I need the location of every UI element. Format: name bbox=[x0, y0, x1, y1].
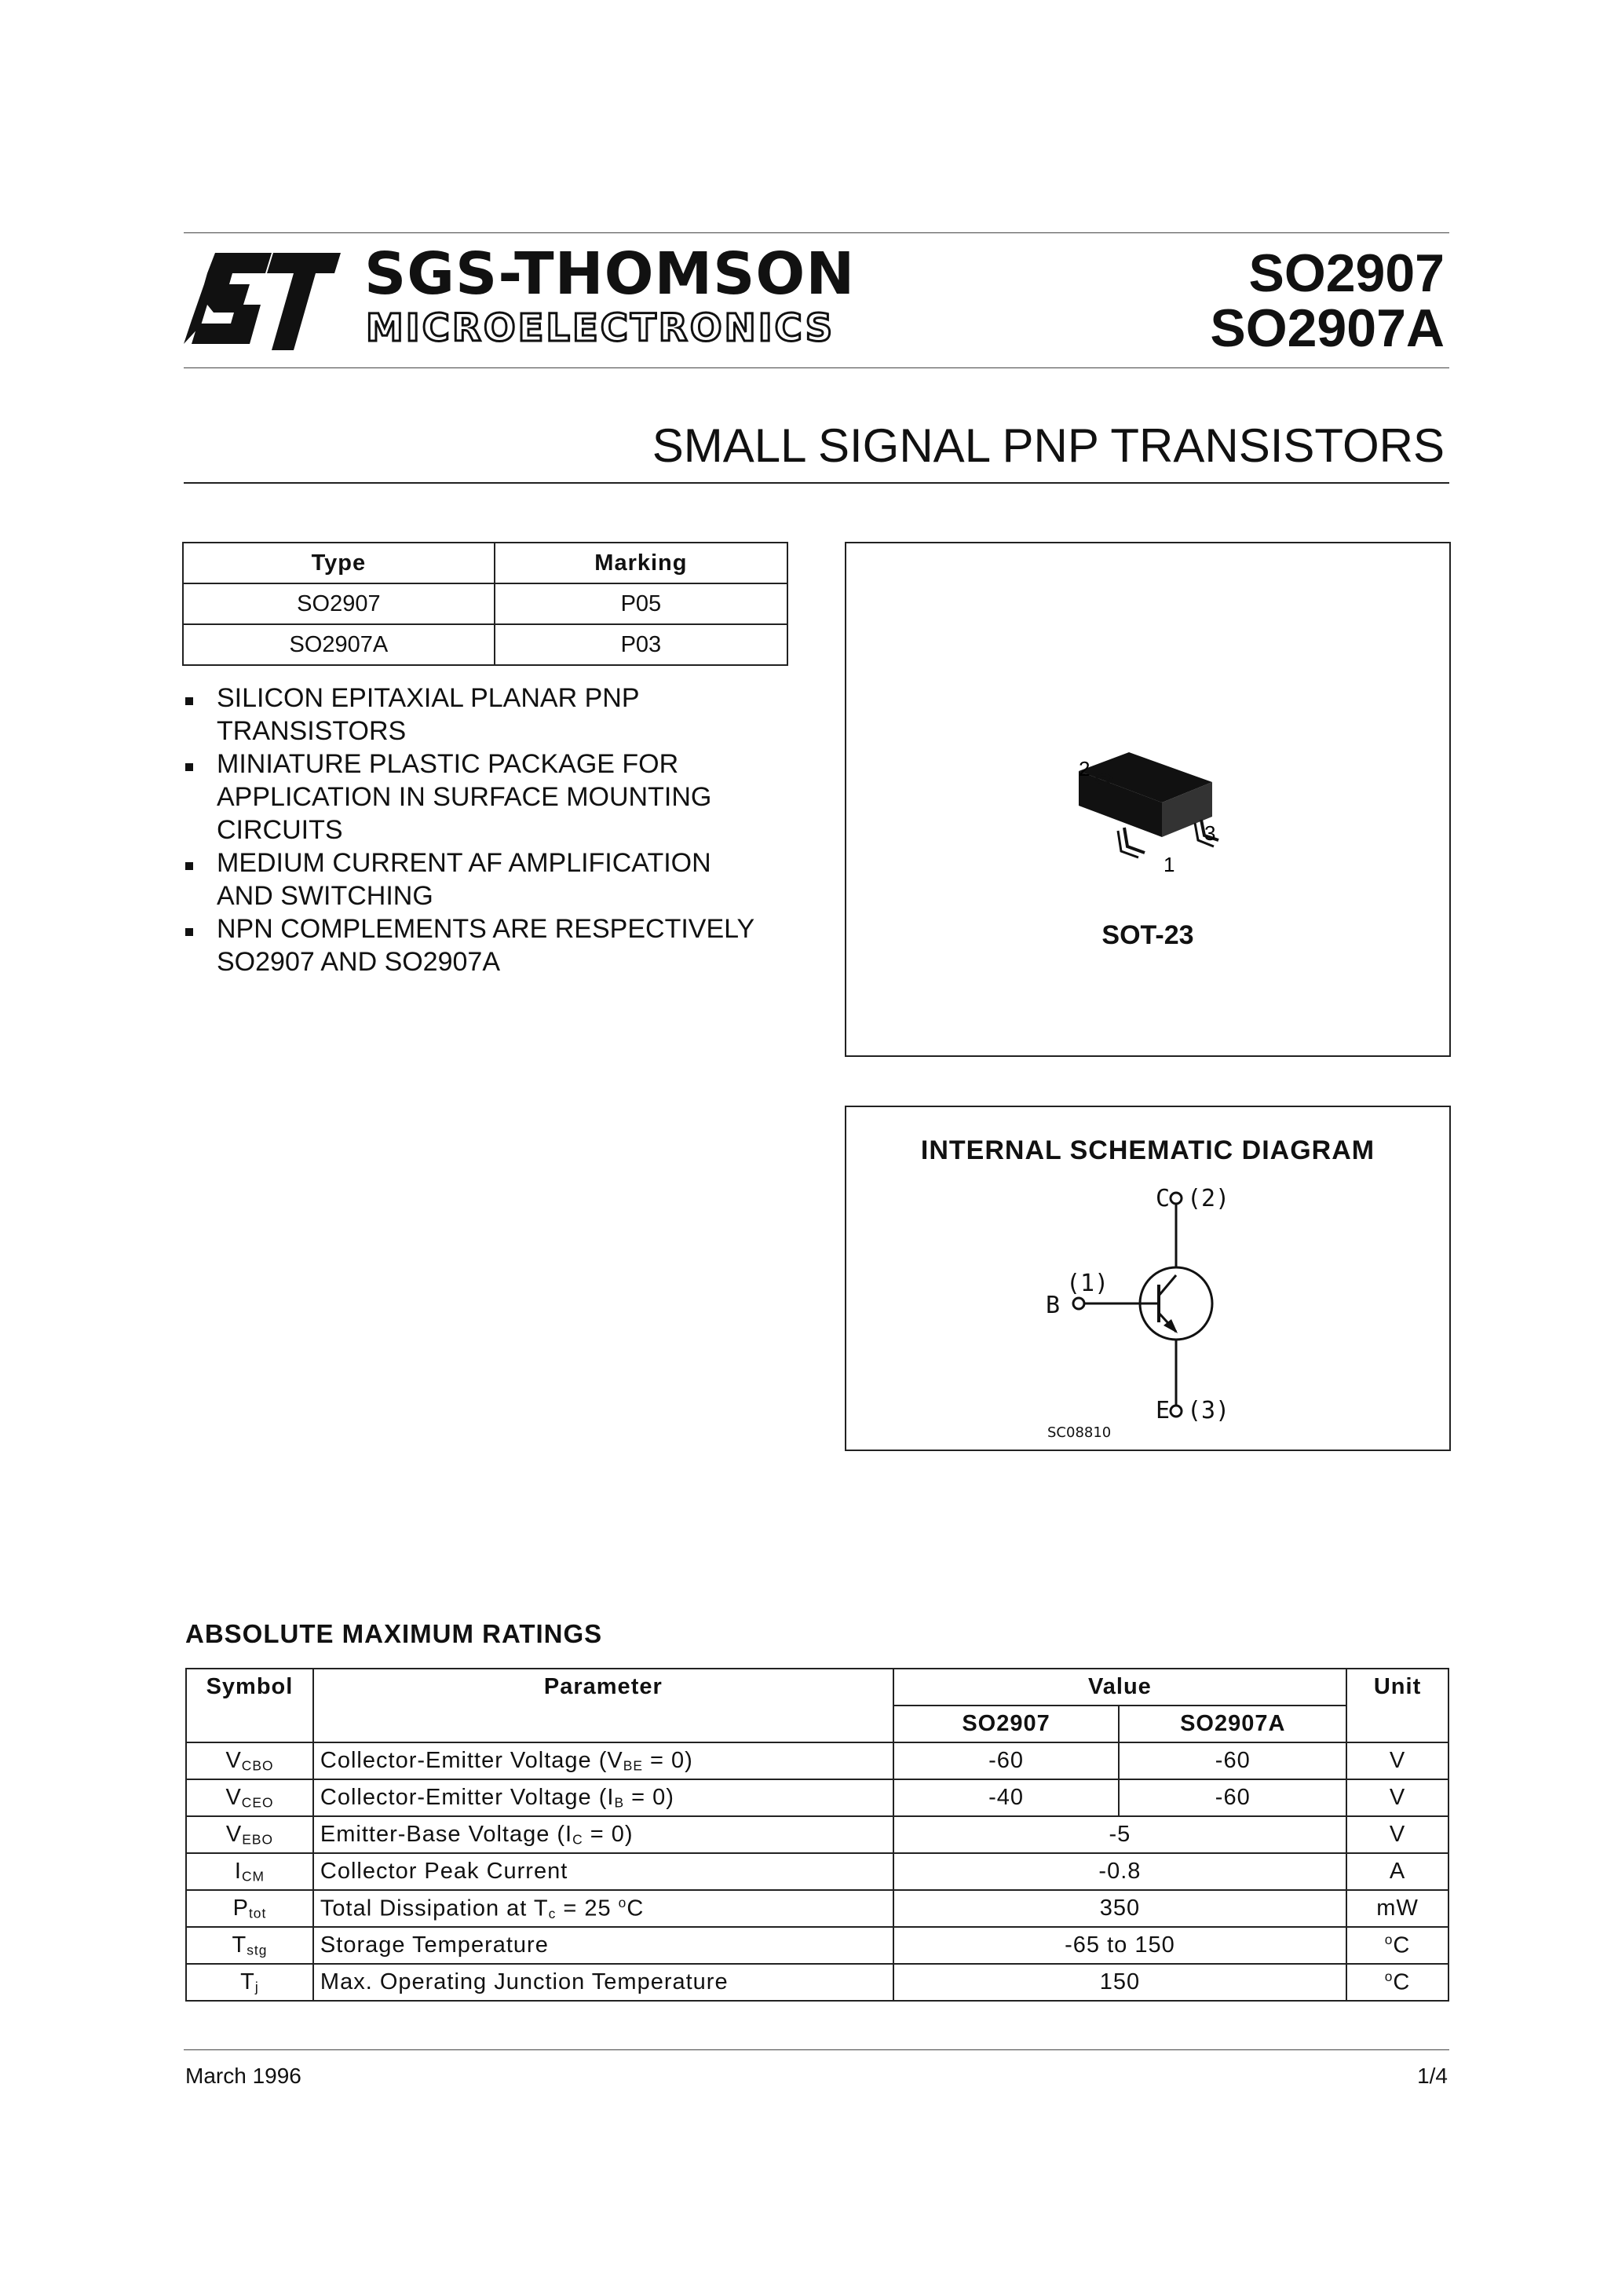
footer-date: March 1996 bbox=[185, 2064, 301, 2088]
company-subtitle: MICROELECTRONICS bbox=[366, 306, 835, 350]
package-box bbox=[845, 542, 1451, 1057]
parameter-cell: Collector Peak Current bbox=[313, 1853, 893, 1890]
table-row bbox=[186, 1816, 1448, 1853]
value-subheader: SO2907A bbox=[1119, 1706, 1346, 1742]
st-logo-icon bbox=[184, 250, 341, 353]
emitter-pin-label: (3) bbox=[1187, 1397, 1230, 1424]
part-number-2: SO2907A bbox=[1210, 298, 1445, 358]
list-item bbox=[182, 846, 810, 912]
sot23-package-icon bbox=[846, 543, 1449, 1055]
parameter-cell: Emitter-Base Voltage $(I_C = 0)$ bbox=[313, 1816, 893, 1853]
symbol-cell: $V_{CEO}$ bbox=[186, 1779, 313, 1816]
unit-cell: $^o$C bbox=[1346, 1927, 1448, 1964]
package-label: SOT-23 bbox=[1101, 920, 1194, 950]
collector-pin-label: (2) bbox=[1187, 1185, 1230, 1212]
value-cell: -60 bbox=[1119, 1779, 1346, 1816]
page-title: SMALL SIGNAL PNP TRANSISTORS bbox=[652, 419, 1445, 472]
value-cell: -60 bbox=[1119, 1742, 1346, 1779]
feature-line: NPN COMPLEMENTS ARE RESPECTIVELY bbox=[217, 914, 755, 944]
unit-cell: mW bbox=[1346, 1890, 1448, 1927]
symbol-cell: $P_{tot}$ bbox=[186, 1890, 313, 1927]
table-row bbox=[186, 1779, 1448, 1816]
feature-line: MEDIUM CURRENT AF AMPLIFICATION bbox=[217, 848, 711, 878]
feature-line: AND SWITCHING bbox=[217, 881, 433, 911]
feature-line: MINIATURE PLASTIC PACKAGE FOR bbox=[217, 749, 679, 779]
list-item bbox=[182, 682, 810, 748]
symbol-cell: $I_{CM}$ bbox=[186, 1853, 313, 1890]
type-header: Type bbox=[183, 543, 495, 583]
table-row bbox=[186, 1742, 1448, 1779]
ratings-table bbox=[185, 1668, 1449, 2002]
unit-header: Unit bbox=[1346, 1669, 1448, 1742]
pin-label: 1 bbox=[1164, 853, 1175, 876]
marking-cell: P05 bbox=[495, 583, 787, 624]
feature-line: CIRCUITS bbox=[217, 815, 343, 845]
table-row bbox=[183, 624, 787, 665]
base-pin-label: (1) bbox=[1066, 1270, 1109, 1297]
parameter-header: Parameter bbox=[313, 1669, 893, 1742]
pin-label: 3 bbox=[1204, 821, 1216, 845]
table-row bbox=[186, 1964, 1448, 2001]
type-marking-table bbox=[182, 542, 788, 666]
table-row bbox=[186, 1890, 1448, 1927]
feature-line: SILICON EPITAXIAL PLANAR PNP bbox=[217, 683, 640, 713]
emitter-label: E bbox=[1156, 1397, 1171, 1424]
value-cell: -5 bbox=[893, 1816, 1346, 1853]
page-number: 1/4 bbox=[1417, 2064, 1448, 2088]
list-item bbox=[182, 748, 810, 846]
schematic-title: INTERNAL SCHEMATIC DIAGRAM bbox=[920, 1135, 1375, 1165]
feature-list bbox=[182, 682, 810, 978]
value-subheader: SO2907 bbox=[893, 1706, 1120, 1742]
unit-cell: V bbox=[1346, 1816, 1448, 1853]
type-cell: SO2907 bbox=[183, 583, 495, 624]
base-label: B bbox=[1046, 1292, 1061, 1319]
pin-label: 2 bbox=[1079, 757, 1090, 781]
schematic-box bbox=[845, 1106, 1451, 1451]
symbol-cell: $T_j$ bbox=[186, 1964, 313, 2001]
drawing-reference: SC08810 bbox=[1047, 1424, 1112, 1441]
unit-cell: V bbox=[1346, 1779, 1448, 1816]
value-cell: -0.8 bbox=[893, 1853, 1346, 1890]
list-item bbox=[182, 912, 810, 978]
parameter-cell: Max. Operating Junction Temperature bbox=[313, 1964, 893, 2001]
value-header: Value bbox=[893, 1669, 1346, 1706]
table-row bbox=[183, 583, 787, 624]
symbol-cell: $T_{stg}$ bbox=[186, 1927, 313, 1964]
parameter-cell: Storage Temperature bbox=[313, 1927, 893, 1964]
symbol-cell: $V_{CBO}$ bbox=[186, 1742, 313, 1779]
part-number-1: SO2907 bbox=[1248, 243, 1445, 303]
parameter-cell: Collector-Emitter Voltage $(I_B = 0)$ bbox=[313, 1779, 893, 1816]
unit-cell: $^o$C bbox=[1346, 1964, 1448, 2001]
table-row bbox=[186, 1927, 1448, 1964]
company-name: SGS-THOMSON bbox=[364, 240, 856, 308]
value-cell: 150 bbox=[893, 1964, 1346, 2001]
collector-label: C bbox=[1156, 1185, 1171, 1212]
feature-line: SO2907 AND SO2907A bbox=[217, 947, 501, 977]
symbol-cell: $V_{EBO}$ bbox=[186, 1816, 313, 1853]
value-cell: -40 bbox=[893, 1779, 1120, 1816]
feature-line: APPLICATION IN SURFACE MOUNTING bbox=[217, 782, 712, 812]
feature-line: TRANSISTORS bbox=[217, 716, 407, 746]
pnp-transistor-symbol-icon bbox=[846, 1107, 1449, 1450]
parameter-cell: Total Dissipation at $T_c = 25$ $^o$C bbox=[313, 1890, 893, 1927]
unit-cell: A bbox=[1346, 1853, 1448, 1890]
symbol-header: Symbol bbox=[186, 1669, 313, 1742]
marking-header: Marking bbox=[495, 543, 787, 583]
parameter-cell: Collector-Emitter Voltage $(V_{BE} = 0)$ bbox=[313, 1742, 893, 1779]
marking-cell: P03 bbox=[495, 624, 787, 665]
table-header-row bbox=[183, 543, 787, 583]
value-cell: 350 bbox=[893, 1890, 1346, 1927]
table-row bbox=[186, 1853, 1448, 1890]
unit-cell: V bbox=[1346, 1742, 1448, 1779]
value-cell: -60 bbox=[893, 1742, 1120, 1779]
type-cell: SO2907A bbox=[183, 624, 495, 665]
company-logo bbox=[184, 240, 856, 356]
table-header-row bbox=[186, 1669, 1448, 1706]
value-cell: -65 to 150 bbox=[893, 1927, 1346, 1964]
ratings-heading: ABSOLUTE MAXIMUM RATINGS bbox=[185, 1619, 603, 1648]
